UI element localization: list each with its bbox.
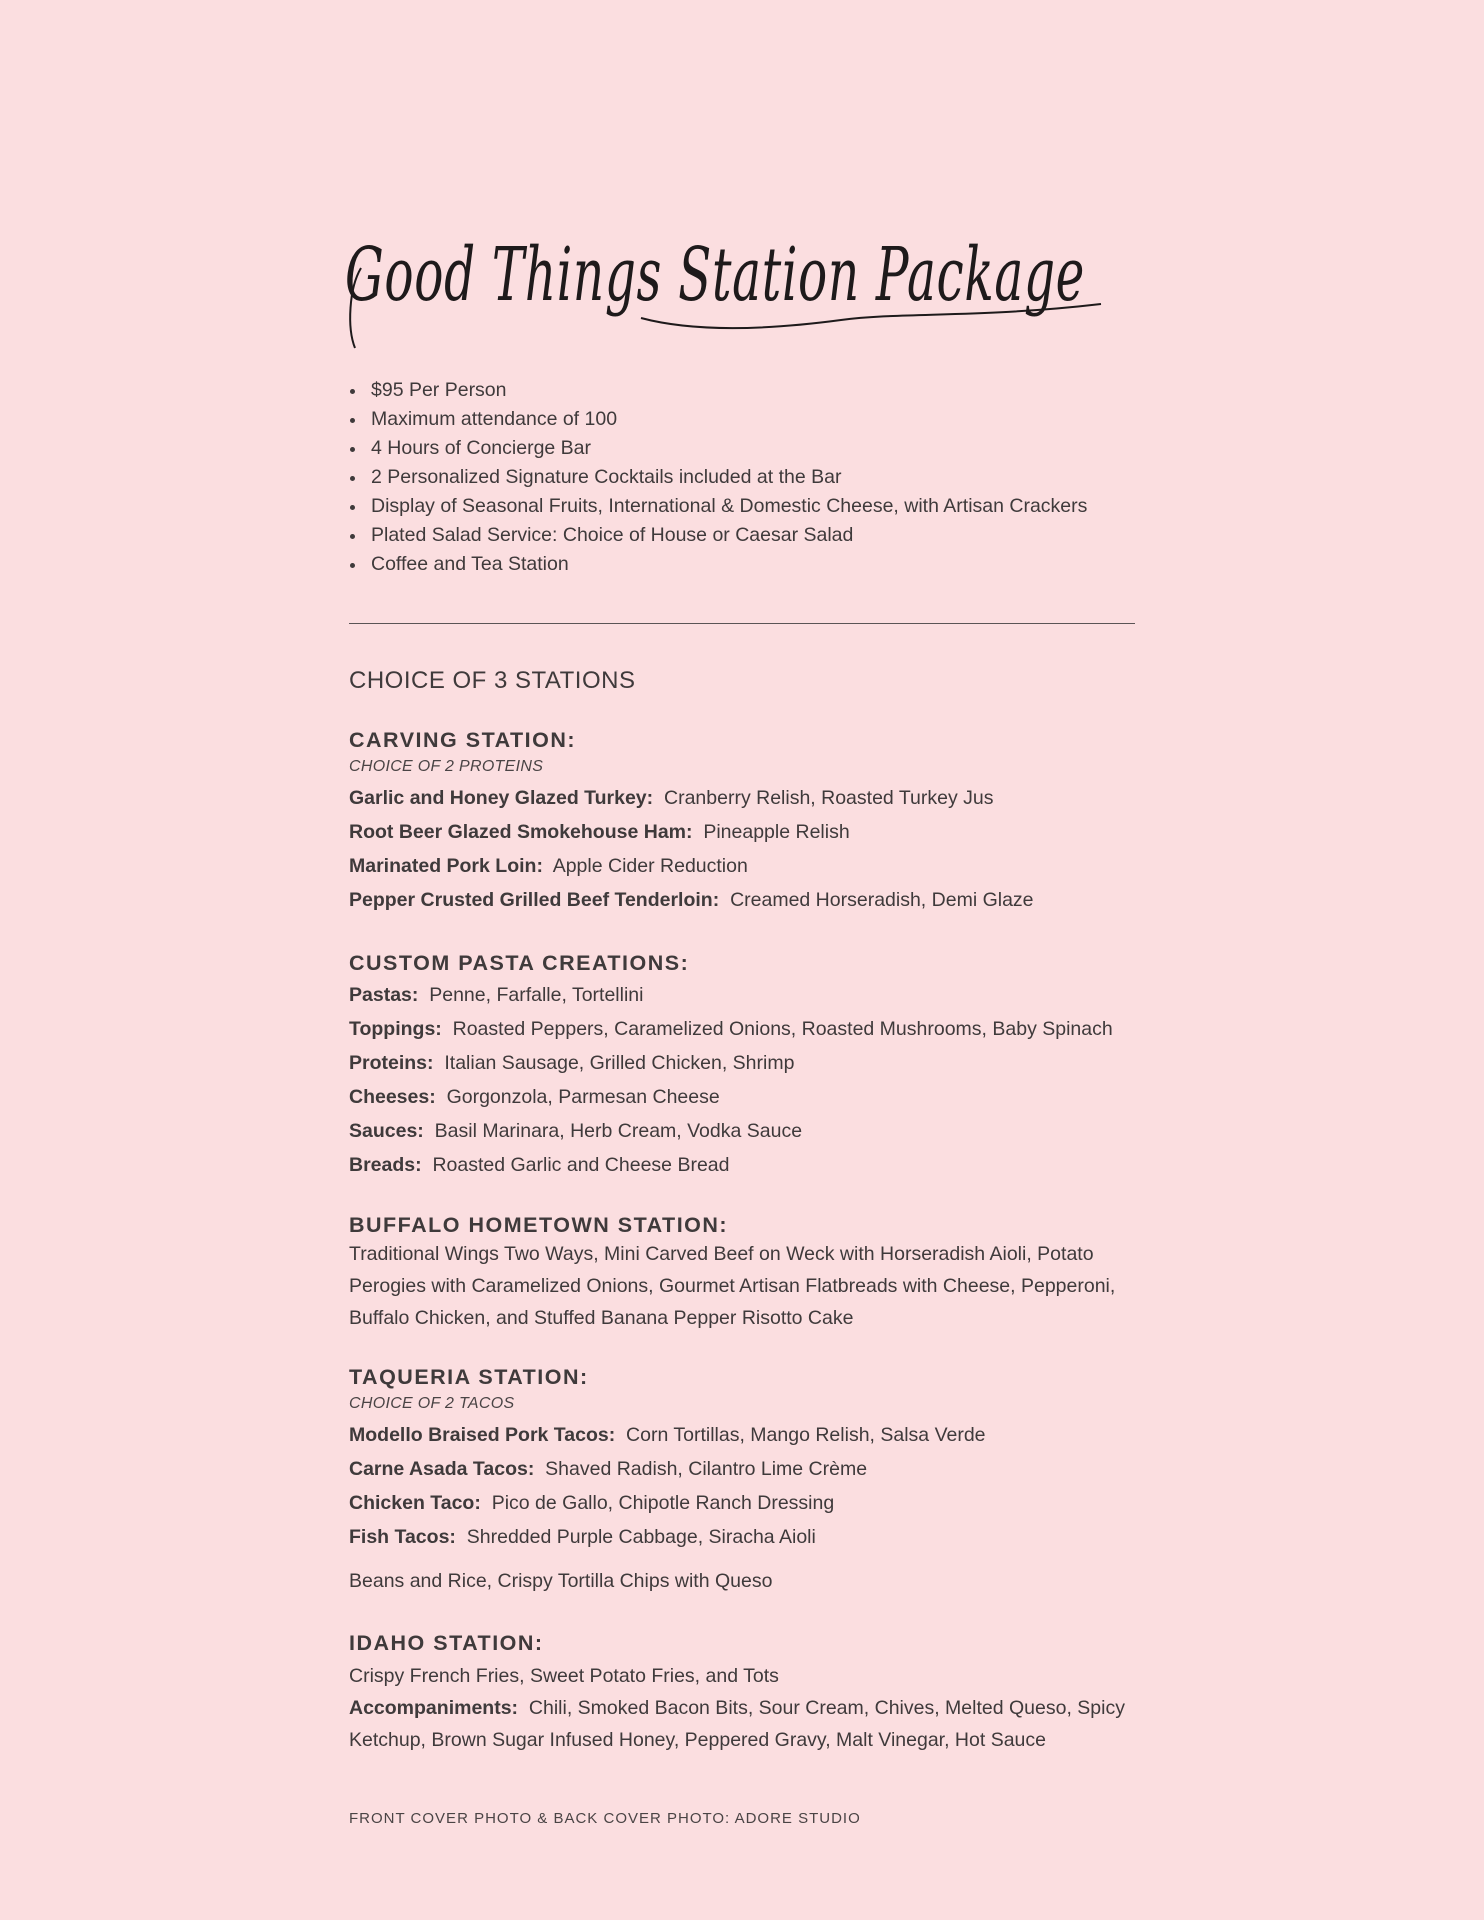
section-description: Crispy French Fries, Sweet Potato Fries, and Tots [349,1665,779,1687]
menu-item-label: Proteins: [349,1052,434,1074]
menu-item [349,781,1139,815]
photo-credit: FRONT COVER PHOTO & BACK COVER PHOTO: ADORE STUDIO [349,1810,861,1827]
highlight-item: $95 Per Person [349,376,1139,405]
menu-item-text: Creamed Horseradish, Demi Glaze [730,889,1034,911]
menu-item-text: Gorgonzola, Parmesan Cheese [446,1086,720,1108]
menu-item-text: Shredded Purple Cabbage, Siracha Aioli [466,1526,816,1548]
accompaniments-line [349,1692,1139,1756]
menu-item-text: Basil Marinara, Herb Cream, Vodka Sauce [434,1120,803,1142]
section-title: CUSTOM PASTA CREATIONS: [349,951,690,975]
accompaniments-text: Chili, Smoked Bacon Bits, Sour Cream, Chives, Melted Queso, Spicy Ketchup, Brown Sugar Infused Honey, Peppered Gravy, Malt Vinegar, Hot Sauce [349,1697,1125,1751]
menu-item-text: Roasted Peppers, Caramelized Onions, Roasted Mushrooms, Baby Spinach [452,1018,1113,1040]
section-title: CARVING STATION: [349,728,577,752]
menu-item-text: Corn Tortillas, Mango Relish, Salsa Verde [626,1424,986,1446]
menu-item [349,1046,1139,1080]
menu-item-label: Cheeses: [349,1086,436,1108]
menu-item-text: Italian Sausage, Grilled Chicken, Shrimp [444,1052,795,1074]
menu-item [349,1114,1139,1148]
choice-heading: CHOICE OF 3 STATIONS [349,667,636,694]
page-title [341,232,1111,358]
title-text: Good Things Station Package [345,232,1085,318]
highlight-item: Maximum attendance of 100 [349,405,1139,434]
highlight-item: 4 Hours of Concierge Bar [349,434,1139,463]
section-divider [349,623,1135,624]
section-title: IDAHO STATION: [349,1631,544,1655]
highlight-item: 2 Personalized Signature Cocktails included at the Bar [349,463,1139,492]
menu-item [349,849,1139,883]
section-title: TAQUERIA STATION: [349,1365,589,1389]
menu-item-label: Breads: [349,1154,422,1176]
carving-station-section [349,727,1139,917]
script-title-graphic [341,232,1111,358]
menu-item-label: Carne Asada Tacos: [349,1458,535,1480]
menu-item-text: Roasted Garlic and Cheese Bread [432,1154,730,1176]
menu-item [349,1520,1139,1554]
menu-item-text: Cranberry Relish, Roasted Turkey Jus [664,787,994,809]
menu-item-label: Sauces: [349,1120,424,1142]
menu-item [349,883,1139,917]
menu-item-text: Penne, Farfalle, Tortellini [429,984,644,1006]
menu-item-text: Pico de Gallo, Chipotle Ranch Dressing [491,1492,835,1514]
menu-item [349,815,1139,849]
package-highlights-list [349,376,1139,579]
taqueria-station-section [349,1364,1139,1598]
menu-item-label: Fish Tacos: [349,1526,456,1548]
menu-item-text: Pineapple Relish [703,821,850,843]
menu-item-text: Shaved Radish, Cilantro Lime Crème [545,1458,868,1480]
menu-item [349,1452,1139,1486]
menu-item-text: Apple Cider Reduction [552,855,748,877]
menu-item-label: Marinated Pork Loin: [349,855,543,877]
highlight-item: Display of Seasonal Fruits, International & Domestic Cheese, with Artisan Crackers [349,492,1139,521]
menu-item-label: Pepper Crusted Grilled Beef Tenderloin: [349,889,720,911]
menu-item-label: Garlic and Honey Glazed Turkey: [349,787,654,809]
menu-item-label: Pastas: [349,984,419,1006]
section-title: BUFFALO HOMETOWN STATION: [349,1213,729,1237]
menu-item [349,1148,1139,1182]
menu-item-label: Toppings: [349,1018,442,1040]
menu-item [349,1012,1139,1046]
buffalo-station-section [349,1212,1139,1334]
menu-item-label: Modello Braised Pork Tacos: [349,1424,616,1446]
section-description: Traditional Wings Two Ways, Mini Carved Beef on Weck with Horseradish Aioli, Potato Perogies with Caramelized Onions, Gourmet Artisan Flatbreads with Cheese, Pepperoni, Buffalo Chicken, and Stuffed Banana Pepper Risotto Cake [349,1243,1116,1329]
menu-item-label: Chicken Taco: [349,1492,481,1514]
menu-item [349,1418,1139,1452]
menu-item [349,978,1139,1012]
menu-item-label: Root Beer Glazed Smokehouse Ham: [349,821,693,843]
idaho-station-section [349,1630,1139,1756]
menu-item [349,1080,1139,1114]
section-extra: Beans and Rice, Crispy Tortilla Chips with Queso [349,1570,773,1592]
section-subtitle: CHOICE OF 2 PROTEINS [349,758,544,775]
pasta-station-section [349,950,1139,1182]
highlight-item: Plated Salad Service: Choice of House or Caesar Salad [349,521,1139,550]
menu-item [349,1486,1139,1520]
section-subtitle: CHOICE OF 2 TACOS [349,1395,515,1412]
accompaniments-label: Accompaniments: [349,1697,519,1719]
highlight-item: Coffee and Tea Station [349,550,1139,579]
